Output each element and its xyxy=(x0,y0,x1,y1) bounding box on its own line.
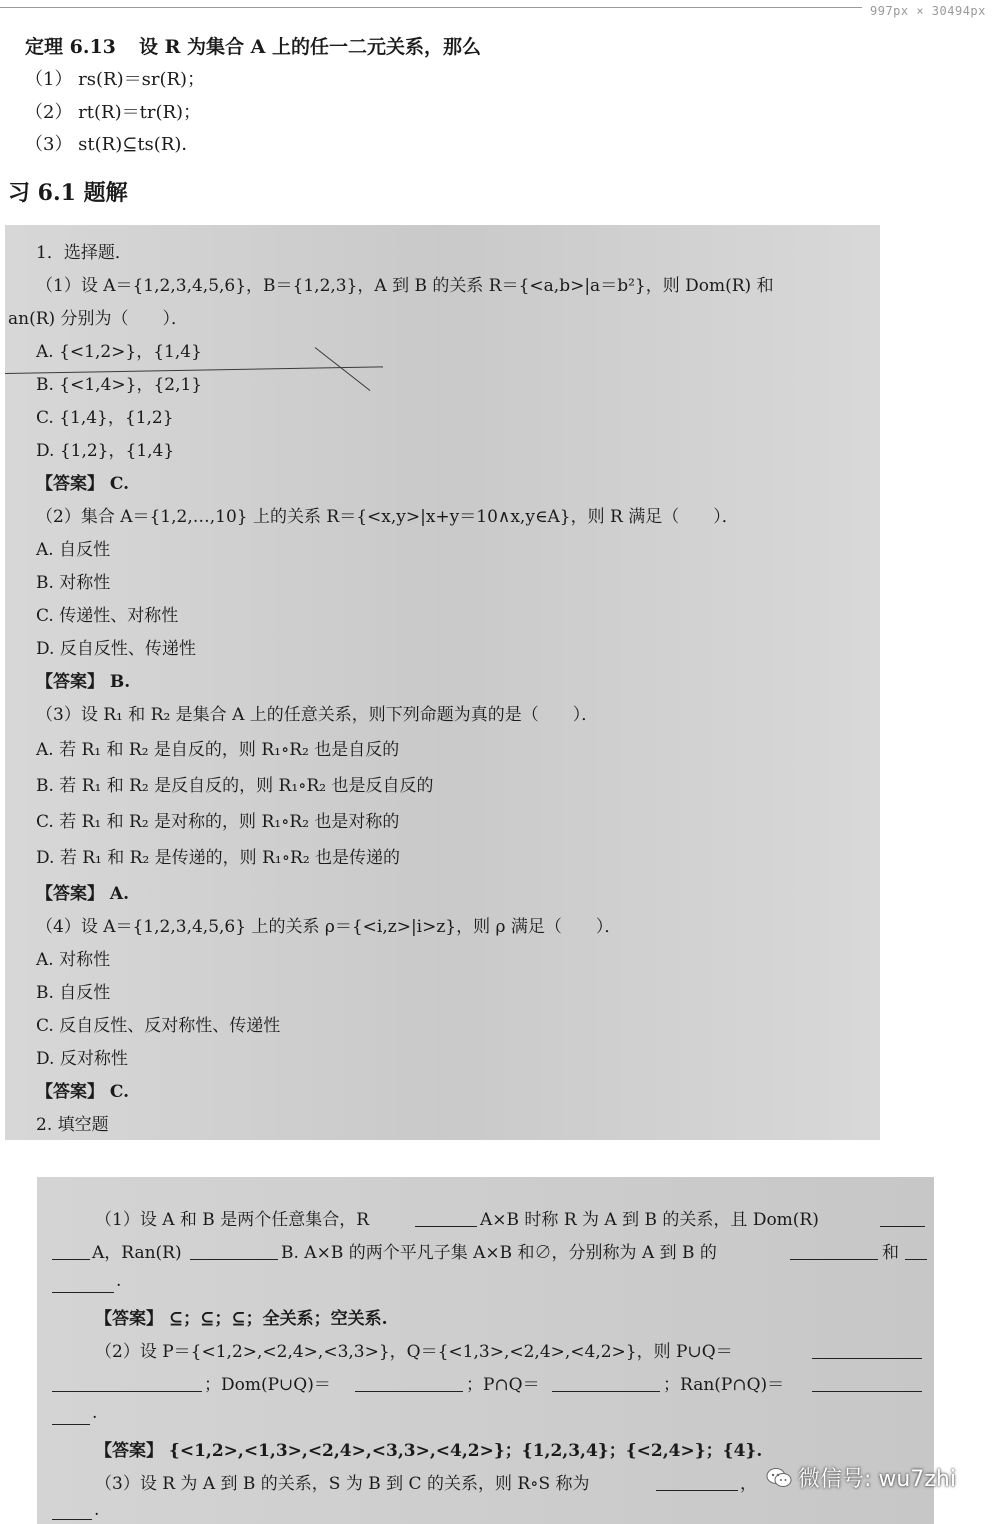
option-d: D. 反对称性 xyxy=(36,1049,128,1069)
option-a: A. {<1,2>}，{1,4} xyxy=(36,342,202,362)
question-1-2: （2）集合 A＝{1,2,…,10} 上的关系 R＝{<x,y>|x+y＝10∧x,y∈A}，则 R 满足（ ）． xyxy=(36,507,739,527)
fill-2-1-end: . xyxy=(116,1271,122,1291)
option-c: C. 反自反性、反对称性、传递性 xyxy=(36,1016,281,1036)
answer-2-2: 【答案】 {<1,2>,<1,3>,<2,4>,<3,3>,<4,2>}；{1,2,3,4}；{<2,4>}；{4}. xyxy=(95,1441,763,1461)
answer-1-1: 【答案】 C. xyxy=(36,474,130,494)
wechat-watermark xyxy=(766,1462,956,1493)
answer-blank xyxy=(880,1226,925,1227)
answer-2-1: 【答案】 ⊆；⊆；⊆；全关系；空关系. xyxy=(95,1309,388,1329)
answer-blank xyxy=(790,1259,878,1260)
option-b: B. {<1,4>}，{2,1} xyxy=(36,375,203,395)
scanned-page-choice-questions xyxy=(5,225,880,1140)
fill-2-1-part-d: B. A×B 的两个平凡子集 A×B 和∅，分别称为 A 到 B 的 xyxy=(281,1243,717,1263)
question-1-3: （3）设 R₁ 和 R₂ 是集合 A 上的任意关系，则下列命题为真的是（ ）． xyxy=(36,705,599,725)
option-a: A. 自反性 xyxy=(36,540,111,560)
answer-blank xyxy=(52,1259,90,1260)
section-heading: 习 6.1 题解 xyxy=(8,180,128,206)
theorem-statement: 设 R 为集合 A 上的任一二元关系，那么 xyxy=(139,36,481,58)
fill-2-2-part-b: ；Dom(P∪Q)＝ xyxy=(204,1375,331,1395)
answer-blank xyxy=(52,1292,114,1293)
answer-blank xyxy=(812,1358,922,1359)
fill-2-1-part-e: 和 xyxy=(882,1243,899,1263)
question-1-1: （1）设 A＝{1,2,3,4,5,6}，B＝{1,2,3}，A 到 B 的关系 R＝{<a,b>|a＝b²}，则 Dom(R) 和 xyxy=(36,276,774,296)
answer-blank xyxy=(812,1391,922,1392)
fill-2-1-part-a: （1）设 A 和 B 是两个任意集合，R xyxy=(95,1210,369,1230)
answer-blank xyxy=(52,1391,202,1392)
answer-blank xyxy=(52,1424,90,1425)
watermark-text: 微信号: wu7zhi xyxy=(798,1467,956,1492)
answer-blank xyxy=(656,1490,738,1491)
image-dimensions-label: 997px × 30494px xyxy=(870,4,986,18)
option-b: B. 对称性 xyxy=(36,573,111,593)
fill-2-2-part-d: ；Ran(P∩Q)＝ xyxy=(663,1375,785,1395)
question-1-1-cont: an(R) 分别为（ ）． xyxy=(8,309,189,329)
pencil-mark xyxy=(315,347,371,391)
answer-1-3: 【答案】 A. xyxy=(36,884,130,904)
answer-blank xyxy=(52,1519,92,1520)
answer-blank xyxy=(190,1259,278,1260)
option-d: D. {1,2}，{1,4} xyxy=(36,441,175,461)
theorem-item-3: （3） st(R)⊆ts(R)． xyxy=(25,134,200,155)
option-a: A. 对称性 xyxy=(36,950,111,970)
answer-1-2: 【答案】 B. xyxy=(36,672,131,692)
answer-blank xyxy=(415,1226,477,1227)
fill-2-2-end: . xyxy=(92,1403,98,1423)
fill-2-1-part-b: A×B 时称 R 为 A 到 B 的关系，且 Dom(R) xyxy=(480,1210,819,1230)
answer-blank xyxy=(905,1259,927,1260)
option-d: D. 反自反性、传递性 xyxy=(36,639,196,659)
fill-2-3-part-b: ， xyxy=(740,1474,757,1494)
question-1-heading: 1．选择题． xyxy=(36,243,132,263)
wechat-icon xyxy=(766,1467,792,1489)
option-a: A. 若 R₁ 和 R₂ 是自反的，则 R₁∘R₂ 也是自反的 xyxy=(36,740,400,760)
option-b: B. 若 R₁ 和 R₂ 是反自反的，则 R₁∘R₂ 也是反自反的 xyxy=(36,776,434,796)
answer-blank xyxy=(552,1391,660,1392)
theorem-item-2: （2） rt(R)＝tr(R)； xyxy=(25,102,202,123)
option-c: C. {1,4}，{1,2} xyxy=(36,408,174,428)
fill-2-1-part-c: A，Ran(R) xyxy=(92,1243,182,1263)
theorem-item-1: （1） rs(R)＝sr(R)； xyxy=(25,69,206,90)
question-1-4: （4）设 A＝{1,2,3,4,5,6} 上的关系 ρ＝{<i,z>|i>z}，则 ρ 满足（ ）． xyxy=(36,917,622,937)
fill-2-3-end: . xyxy=(94,1500,100,1520)
option-d: D. 若 R₁ 和 R₂ 是传递的，则 R₁∘R₂ 也是传递的 xyxy=(36,848,401,868)
fill-2-2-part-c: ；P∩Q＝ xyxy=(466,1375,540,1395)
option-b: B. 自反性 xyxy=(36,983,111,1003)
question-2-heading: 2. 填空题 xyxy=(36,1115,109,1135)
theorem-title: 定理 6.13 xyxy=(25,36,116,58)
answer-blank xyxy=(355,1391,463,1392)
option-c: C. 传递性、对称性 xyxy=(36,606,179,626)
fill-2-2-part-a: （2）设 P＝{<1,2>,<2,4>,<3,3>}，Q＝{<1,3>,<2,4>,<4,2>}，则 P∪Q＝ xyxy=(95,1342,733,1362)
page-top-rule xyxy=(0,0,862,8)
option-c: C. 若 R₁ 和 R₂ 是对称的，则 R₁∘R₂ 也是对称的 xyxy=(36,812,400,832)
fill-2-3-part-a: （3）设 R 为 A 到 B 的关系，S 为 B 到 C 的关系，则 R∘S 称为 xyxy=(95,1474,590,1494)
answer-1-4: 【答案】 C. xyxy=(36,1082,130,1102)
